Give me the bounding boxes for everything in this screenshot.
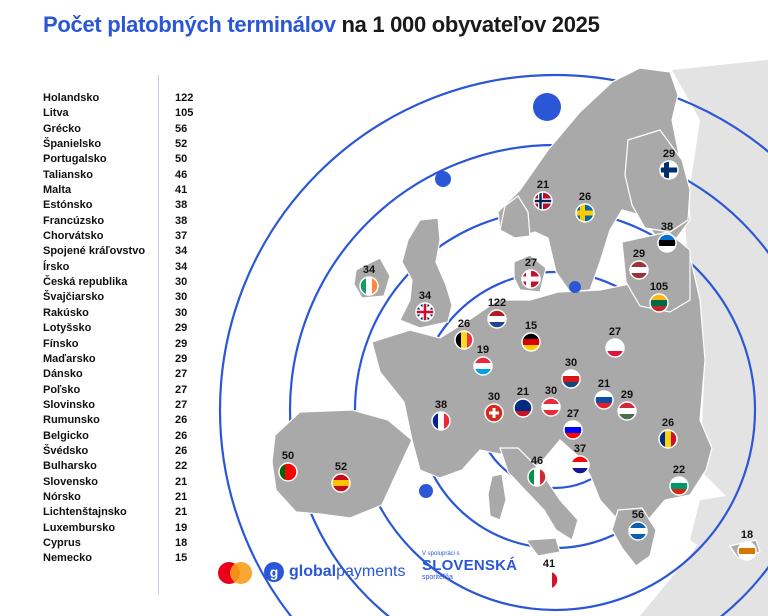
ranking-value: 29 bbox=[175, 337, 188, 350]
mastercard-logo-circle-2 bbox=[230, 562, 252, 584]
ranking-value: 41 bbox=[175, 184, 188, 197]
ranking-value: 29 bbox=[175, 352, 188, 365]
slovenska-sporitelna-logo bbox=[422, 551, 517, 581]
ranking-row bbox=[43, 383, 203, 398]
ranking-value: 50 bbox=[175, 153, 188, 166]
ranking-country: Bulharsko bbox=[43, 460, 97, 473]
ranking-country: Česká republika bbox=[43, 276, 128, 289]
ranking-row bbox=[43, 475, 203, 490]
ranking-row bbox=[43, 352, 203, 367]
ranking-row bbox=[43, 429, 203, 444]
ranking-country: Holandsko bbox=[43, 92, 100, 104]
marker-value-mt: 41 bbox=[542, 558, 556, 570]
marker-value-be: 26 bbox=[457, 318, 471, 330]
marker-value-de: 15 bbox=[524, 320, 538, 332]
ranking-value: 21 bbox=[175, 475, 188, 488]
ranking-value: 34 bbox=[175, 245, 188, 258]
land-corsica-sardinia bbox=[488, 474, 506, 520]
ranking-value: 27 bbox=[175, 398, 188, 411]
ranking-value: 18 bbox=[175, 536, 188, 549]
ranking-row bbox=[43, 398, 203, 413]
ranking-value: 21 bbox=[175, 490, 188, 503]
ranking-country: Slovinsko bbox=[43, 398, 95, 411]
decor-dot-small bbox=[569, 281, 581, 293]
ranking-value: 46 bbox=[175, 168, 188, 181]
marker-value-cz: 30 bbox=[564, 357, 578, 369]
globalpayments-logo-icon: g bbox=[264, 562, 284, 582]
ranking-value: 29 bbox=[175, 322, 188, 335]
ranking-value: 37 bbox=[175, 230, 188, 243]
marker-value-hr: 37 bbox=[573, 443, 587, 455]
title-highlight: Počet platobných terminálov bbox=[43, 12, 336, 37]
ranking-row bbox=[43, 91, 203, 106]
ranking-row bbox=[43, 260, 203, 275]
ranking-value: 30 bbox=[175, 276, 188, 289]
ranking-row bbox=[43, 152, 203, 167]
ranking-row bbox=[43, 321, 203, 336]
ranking-row bbox=[43, 214, 203, 229]
marker-value-li: 21 bbox=[516, 386, 530, 398]
ranking-row bbox=[43, 168, 203, 183]
marker-value-lt: 105 bbox=[649, 281, 669, 293]
marker-value-ro: 26 bbox=[661, 417, 675, 429]
marker-value-sk: 21 bbox=[597, 378, 611, 390]
ranking-country: Malta bbox=[43, 184, 72, 197]
title-rest: na 1 000 obyvateľov 2025 bbox=[341, 12, 600, 37]
ranking-row bbox=[43, 536, 203, 551]
ranking-country: Nemecko bbox=[43, 552, 92, 565]
marker-value-cy: 18 bbox=[740, 529, 754, 541]
ranking-country: Belgicko bbox=[43, 429, 89, 442]
marker-value-gb: 34 bbox=[418, 290, 432, 302]
ranking-row bbox=[43, 137, 203, 152]
ranking-country: Maďarsko bbox=[43, 352, 96, 365]
marker-value-ch: 30 bbox=[487, 391, 501, 403]
ranking-row bbox=[43, 367, 203, 382]
marker-value-bg: 22 bbox=[672, 464, 686, 476]
ranking-row bbox=[43, 198, 203, 213]
marker-value-nl: 122 bbox=[487, 297, 507, 309]
ranking-country: Slovensko bbox=[43, 475, 99, 488]
ranking-value: 105 bbox=[175, 107, 194, 120]
page-title bbox=[43, 12, 600, 38]
ranking-country: Portugalsko bbox=[43, 153, 107, 166]
ranking-country: Grécko bbox=[43, 122, 81, 135]
ranking-row bbox=[43, 459, 203, 474]
ranking-country: Cyprus bbox=[43, 536, 81, 549]
ranking-country: Nórsko bbox=[43, 490, 81, 503]
ranking-row bbox=[43, 275, 203, 290]
marker-value-lv: 29 bbox=[632, 248, 646, 260]
europe-land bbox=[272, 68, 760, 583]
ranking-value: 34 bbox=[175, 260, 188, 273]
marker-value-lu: 19 bbox=[476, 344, 490, 356]
ranking-country: Rumunsko bbox=[43, 414, 100, 427]
marker-value-ie: 34 bbox=[362, 264, 376, 276]
ranking-list bbox=[43, 91, 203, 567]
ranking-country: Lotyšsko bbox=[43, 322, 92, 335]
marker-value-fr: 38 bbox=[434, 399, 448, 411]
ranking-row bbox=[43, 444, 203, 459]
marker-value-it: 46 bbox=[530, 455, 544, 467]
ranking-value: 38 bbox=[175, 199, 188, 212]
marker-value-dk: 27 bbox=[524, 257, 538, 269]
ranking-country: Taliansko bbox=[43, 168, 93, 181]
land-sicily bbox=[526, 538, 560, 556]
ranking-row bbox=[43, 290, 203, 305]
ranking-value: 19 bbox=[175, 521, 188, 534]
ranking-row bbox=[43, 229, 203, 244]
ranking-country: Lichtenštajnsko bbox=[43, 506, 127, 519]
marker-value-ee: 38 bbox=[660, 221, 674, 233]
marker-value-es: 52 bbox=[334, 461, 348, 473]
marker-value-se: 26 bbox=[578, 191, 592, 203]
cooperation-label: V spolupráci s bbox=[422, 551, 460, 557]
ranking-row bbox=[43, 244, 203, 259]
ranking-row bbox=[43, 521, 203, 536]
ranking-row bbox=[43, 505, 203, 520]
bank-subname: sporiteľňa bbox=[422, 574, 453, 581]
ranking-country: Fínsko bbox=[43, 337, 79, 350]
ranking-row bbox=[43, 337, 203, 352]
ranking-country: Švédsko bbox=[43, 444, 89, 457]
ranking-value: 30 bbox=[175, 306, 188, 319]
ranking-value: 30 bbox=[175, 291, 188, 304]
land-finland bbox=[625, 130, 690, 232]
ranking-row bbox=[43, 306, 203, 321]
globalpayments-name-part1: global bbox=[289, 563, 337, 580]
ranking-value: 26 bbox=[175, 429, 188, 442]
marker-value-si: 27 bbox=[566, 408, 580, 420]
ranking-country: Rakúsko bbox=[43, 306, 89, 319]
ranking-value: 21 bbox=[175, 506, 188, 519]
marker-value-gr: 56 bbox=[631, 509, 645, 521]
ranking-country: Spojené kráľovstvo bbox=[43, 245, 146, 258]
marker-value-at: 30 bbox=[544, 385, 558, 397]
globalpayments-name-part2: payments bbox=[336, 563, 406, 580]
ranking-row bbox=[43, 551, 203, 566]
decor-dot-small-2 bbox=[419, 484, 433, 498]
ranking-country: Estónsko bbox=[43, 199, 93, 212]
ranking-country: Írsko bbox=[43, 260, 70, 273]
ranking-row bbox=[43, 183, 203, 198]
ranking-country: Španielsko bbox=[43, 138, 102, 151]
ranking-value: 38 bbox=[175, 214, 188, 227]
marker-value-pt: 50 bbox=[281, 450, 295, 462]
globalpayments-logo bbox=[264, 562, 405, 582]
ranking-row bbox=[43, 106, 203, 121]
ranking-value: 56 bbox=[175, 122, 188, 135]
ranking-value: 27 bbox=[175, 368, 188, 381]
ranking-country: Francúzsko bbox=[43, 214, 105, 227]
ranking-row bbox=[43, 413, 203, 428]
lithuania-flag-icon bbox=[650, 281, 668, 312]
ranking-value: 22 bbox=[175, 460, 188, 473]
ranking-value: 122 bbox=[175, 92, 194, 104]
decor-dot-medium bbox=[435, 171, 451, 187]
ranking-country: Chorvátsko bbox=[43, 230, 104, 243]
ranking-country: Luxembursko bbox=[43, 521, 116, 534]
ranking-value: 15 bbox=[175, 552, 188, 565]
ranking-row bbox=[43, 122, 203, 137]
marker-value-fi: 29 bbox=[662, 148, 676, 160]
ranking-row bbox=[43, 490, 203, 505]
marker-value-pl: 27 bbox=[608, 326, 622, 338]
bank-name: SLOVENSKÁ bbox=[422, 557, 518, 574]
ranking-value: 26 bbox=[175, 444, 188, 457]
ranking-country: Litva bbox=[43, 107, 69, 120]
marker-value-no: 21 bbox=[536, 179, 550, 191]
malta-flag-icon bbox=[540, 558, 558, 589]
ranking-value: 27 bbox=[175, 383, 188, 396]
ranking-value: 26 bbox=[175, 414, 188, 427]
ranking-value: 52 bbox=[175, 138, 188, 151]
marker-value-hu: 29 bbox=[620, 389, 634, 401]
decor-dot-large bbox=[533, 93, 561, 121]
ranking-country: Dánsko bbox=[43, 368, 83, 381]
netherlands-flag-icon bbox=[488, 297, 506, 328]
ranking-country: Švajčiarsko bbox=[43, 291, 105, 304]
ranking-country: Poľsko bbox=[43, 383, 81, 396]
